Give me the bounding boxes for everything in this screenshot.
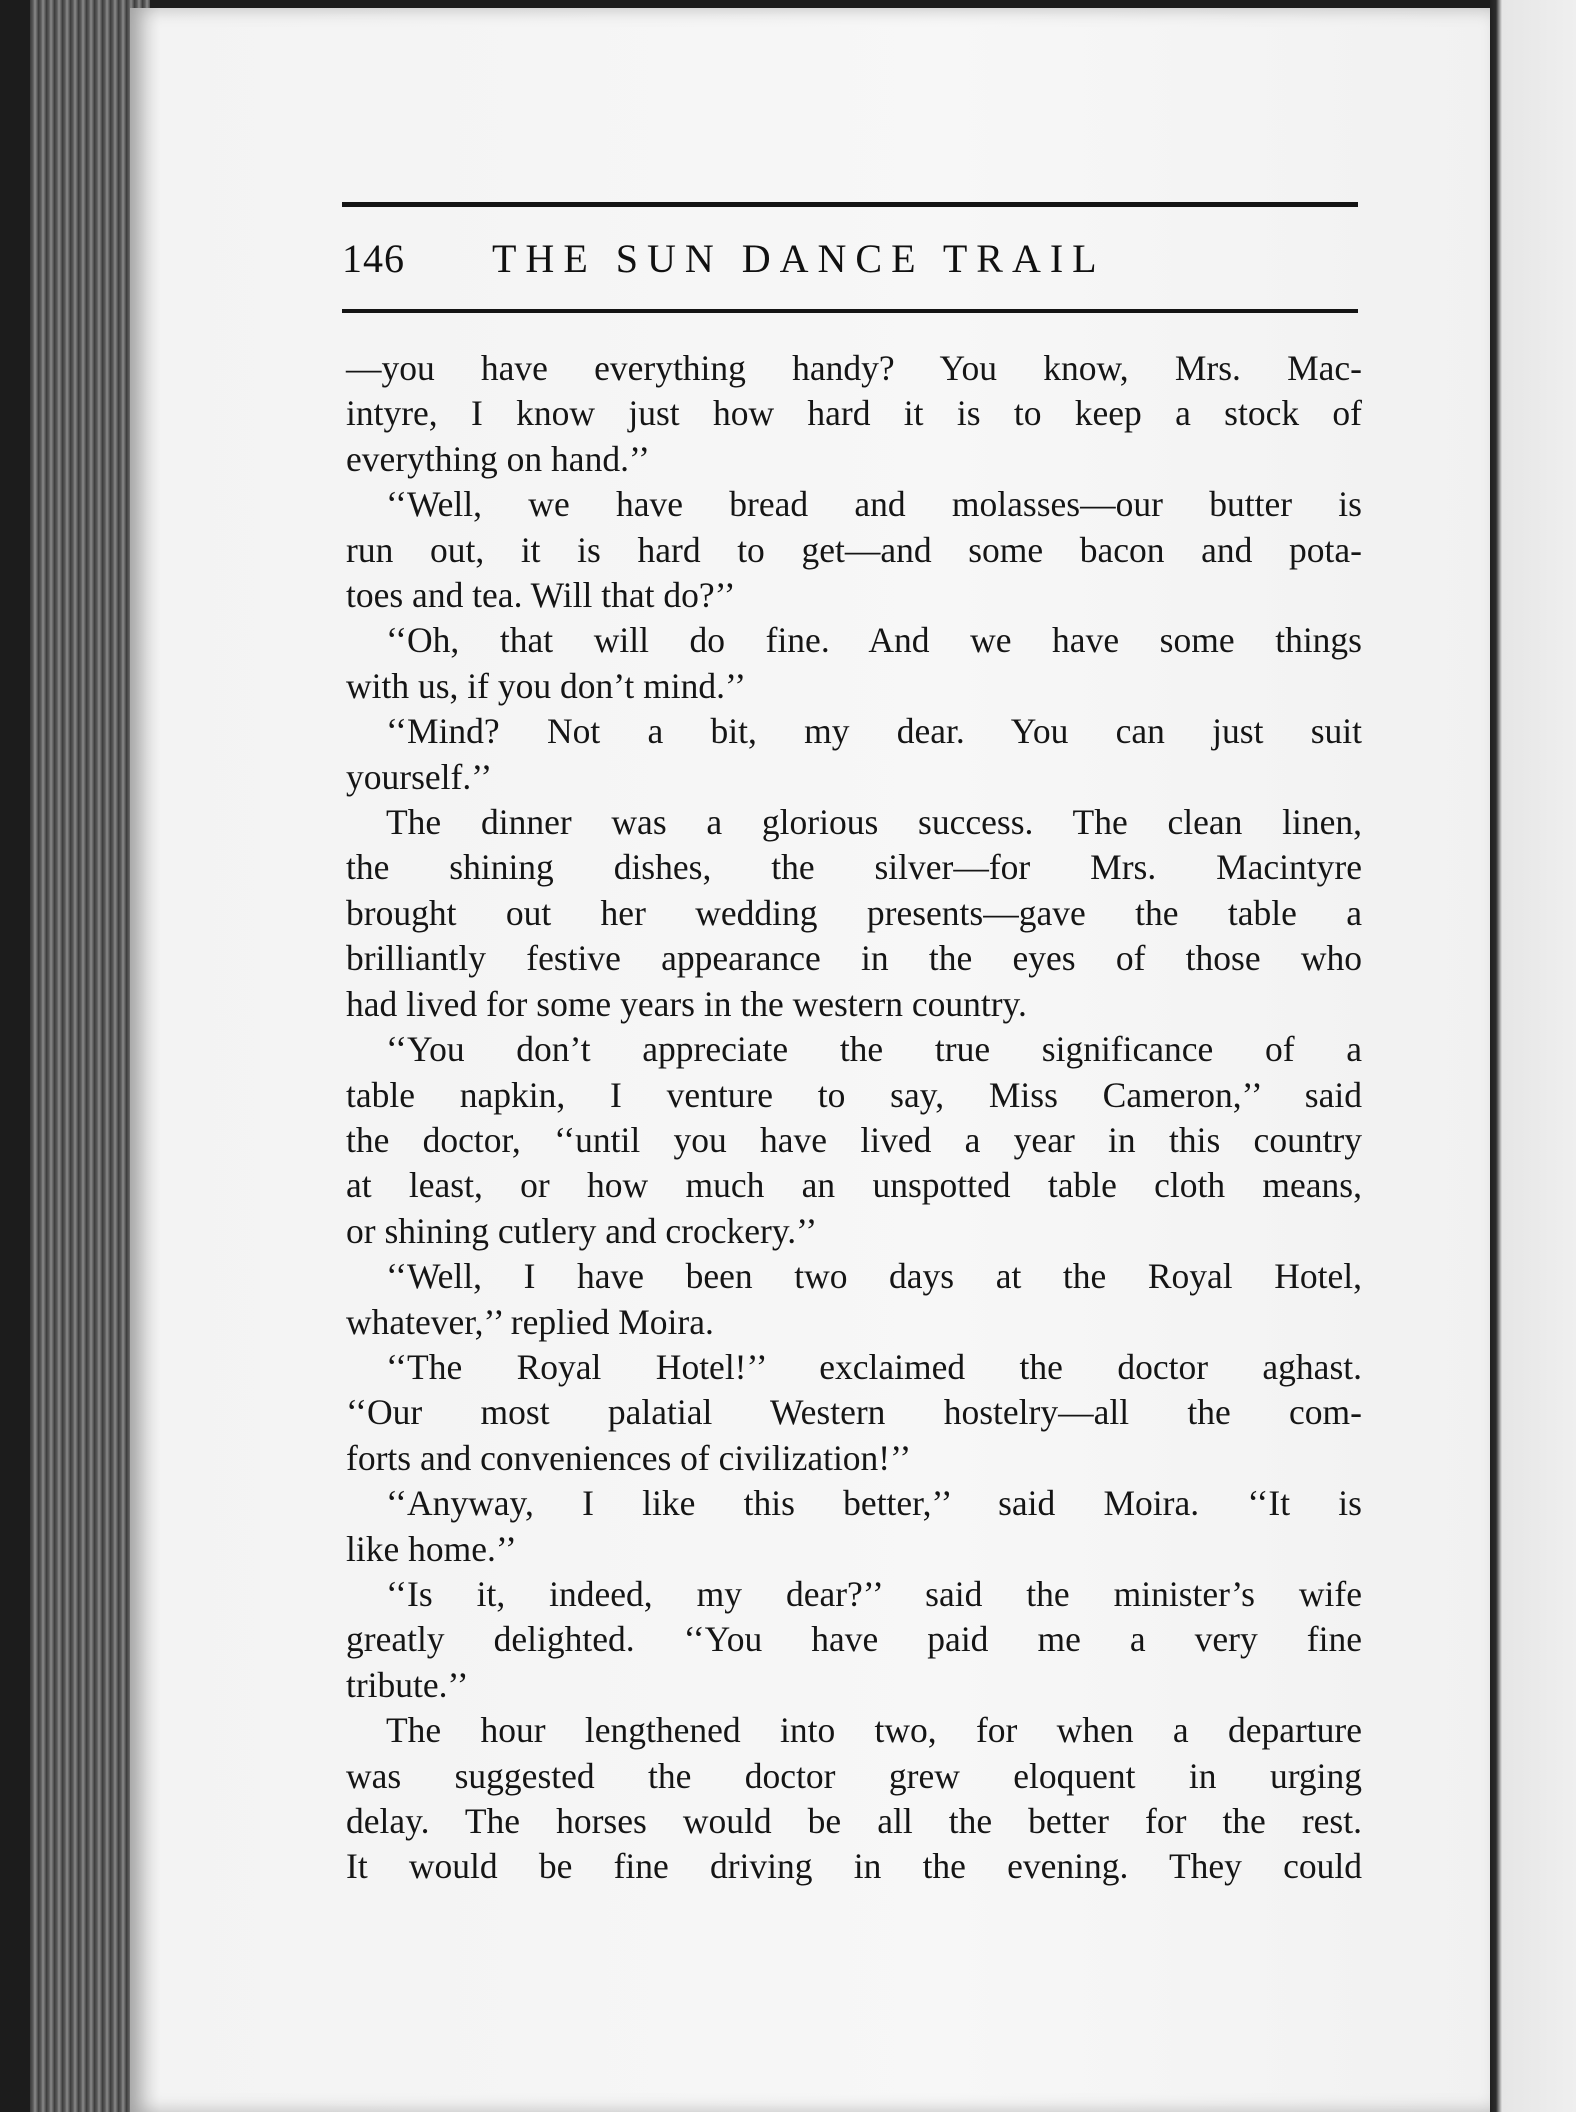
text-line: intyre, I know just how hard it is to keep a stock of	[346, 393, 1362, 434]
facing-page-edge	[1490, 0, 1576, 2112]
text-line: ‘‘Our most palatial Western hostelry—all the com-	[346, 1392, 1362, 1433]
text-line: run out, it is hard to get—and some bacon and pota-	[346, 529, 1362, 570]
text-line: was suggested the doctor grew eloquent in urging	[346, 1755, 1362, 1796]
text-line: delay. The horses would be all the better for the rest.	[346, 1801, 1362, 1841]
text-line: greatly delighted. ‘‘You have paid me a very fine	[346, 1619, 1362, 1660]
text-line: whatever,’’ replied Moira.	[346, 1301, 714, 1342]
body-text	[346, 346, 1362, 1890]
text-line: the doctor, ‘‘until you have lived a year in this country	[346, 1119, 1362, 1160]
text-line: ‘‘The Royal Hotel!’’ exclaimed the doctor aghast.	[386, 1346, 1362, 1387]
header-rule-top	[342, 202, 1358, 207]
text-line: or shining cutlery and crockery.’’	[346, 1210, 818, 1251]
text-line: —you have everything handy? You know, Mrs. Mac-	[346, 348, 1362, 388]
text-line: the shining dishes, the silver—for Mrs. Macintyre	[346, 847, 1362, 888]
text-line: brought out her wedding presents—gave the table a	[346, 892, 1362, 933]
text-line: everything on hand.’’	[346, 438, 650, 479]
text-line: ‘‘Anyway, I like this better,’’ said Moira. ‘‘It is	[386, 1483, 1362, 1524]
text-line: The hour lengthened into two, for when a departure	[386, 1710, 1362, 1751]
running-title: THE SUN DANCE TRAIL	[492, 236, 1106, 281]
text-line: ‘‘Well, I have been two days at the Royal Hotel,	[386, 1256, 1362, 1297]
text-line: like home.’’	[346, 1528, 517, 1569]
text-line: ‘‘Mind? Not a bit, my dear. You can just suit	[386, 711, 1362, 752]
text-line: at least, or how much an unspotted table cloth means,	[346, 1165, 1362, 1206]
text-line: with us, if you don’t mind.’’	[346, 665, 747, 706]
text-line: ‘‘Is it, indeed, my dear?’’ said the minister’s wife	[386, 1573, 1362, 1614]
text-line: ‘‘You don’t appreciate the true significance of a	[386, 1029, 1362, 1070]
text-line: tribute.’’	[346, 1664, 469, 1705]
header-rule-bottom	[342, 309, 1358, 313]
text-line: forts and conveniences of civilization!’’	[346, 1437, 912, 1478]
page-number: 146	[342, 236, 405, 281]
running-header	[342, 228, 1358, 290]
text-line: ‘‘Oh, that will do fine. And we have some things	[386, 620, 1362, 661]
text-line: toes and tea. Will that do?’’	[346, 575, 736, 616]
text-line: ‘‘Well, we have bread and molasses—our butter is	[386, 484, 1362, 525]
text-line: had lived for some years in the western country.	[346, 983, 1027, 1024]
text-line: yourself.’’	[346, 756, 493, 797]
text-line: The dinner was a glorious success. The clean linen,	[386, 802, 1362, 843]
text-line: table napkin, I venture to say, Miss Cameron,’’ said	[346, 1074, 1362, 1115]
text-line: It would be fine driving in the evening. They could	[346, 1846, 1362, 1887]
text-line: brilliantly festive appearance in the eyes of those who	[346, 938, 1362, 979]
